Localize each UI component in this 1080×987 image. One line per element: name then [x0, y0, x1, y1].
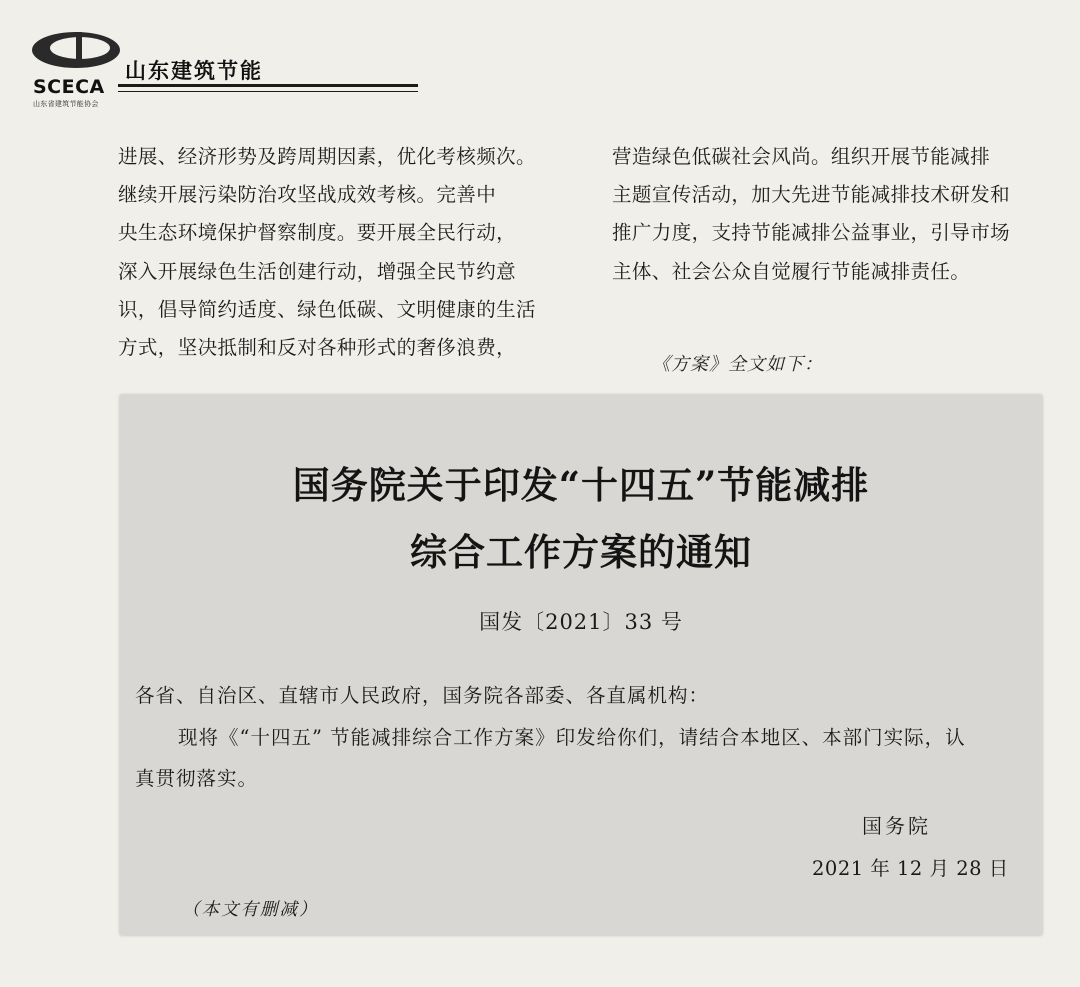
left-column-line: 深入开展绿色生活创建行动，增强全民节约意	[118, 259, 517, 283]
right-column-line: 营造绿色低碳社会风尚。组织开展节能减排	[612, 145, 991, 168]
sceca-swoosh-logo-icon	[30, 28, 122, 78]
notice-body-line-1: 现将《“十四五” 节能减排综合工作方案》印发给你们，请结合本地区、本部门实际，认	[178, 726, 966, 749]
full-text-intro: 《方案》全文如下：	[652, 354, 823, 375]
notice-title-line-1: 国务院关于印发“十四五”节能减排	[292, 463, 870, 507]
right-column-line: 推广力度，支持节能减排公益事业，引导市场	[612, 221, 1011, 245]
right-column-line: 主体、社会公众自觉履行节能减排责任。	[612, 259, 971, 283]
header-rule-thin	[118, 91, 418, 92]
notice-issuer: 国务院	[862, 814, 931, 838]
left-text-column	[118, 138, 536, 367]
publication-title: 山东建筑节能	[125, 59, 263, 83]
right-column-line: 主题宣传活动，加大先进节能减排技术研发和	[612, 183, 1011, 207]
notice-addressees: 各省、自治区、直辖市人民政府，国务院各部委、各直属机构：	[135, 684, 710, 707]
notice-title-line-2: 综合工作方案的通知	[410, 530, 752, 574]
notice-date: 2021 年 12 月 28 日	[812, 857, 1009, 880]
logo-abbreviation: SCECA	[33, 76, 105, 98]
abridged-note: （本文有删减）	[182, 900, 319, 920]
left-column-line: 央生态环境保护督察制度。要开展全民行动，	[118, 221, 517, 245]
logo-subtitle: 山东省建筑节能协会	[33, 100, 99, 108]
header-rule-thick	[118, 84, 418, 87]
left-column-line: 继续开展污染防治攻坚战成效考核。完善中	[118, 183, 497, 207]
left-column-line: 方式，坚决抵制和反对各种形式的奢侈浪费，	[118, 336, 517, 360]
right-text-column	[612, 138, 1010, 291]
document-number: 国发〔2021〕33 号	[479, 610, 683, 634]
notice-body-line-2: 真贯彻落实。	[135, 767, 259, 790]
page-header	[0, 0, 1080, 120]
left-column-line: 识，倡导简约适度、绿色低碳、文明健康的生活	[118, 297, 536, 321]
left-column-line: 进展、经济形势及跨周期因素，优化考核频次。	[118, 145, 536, 168]
